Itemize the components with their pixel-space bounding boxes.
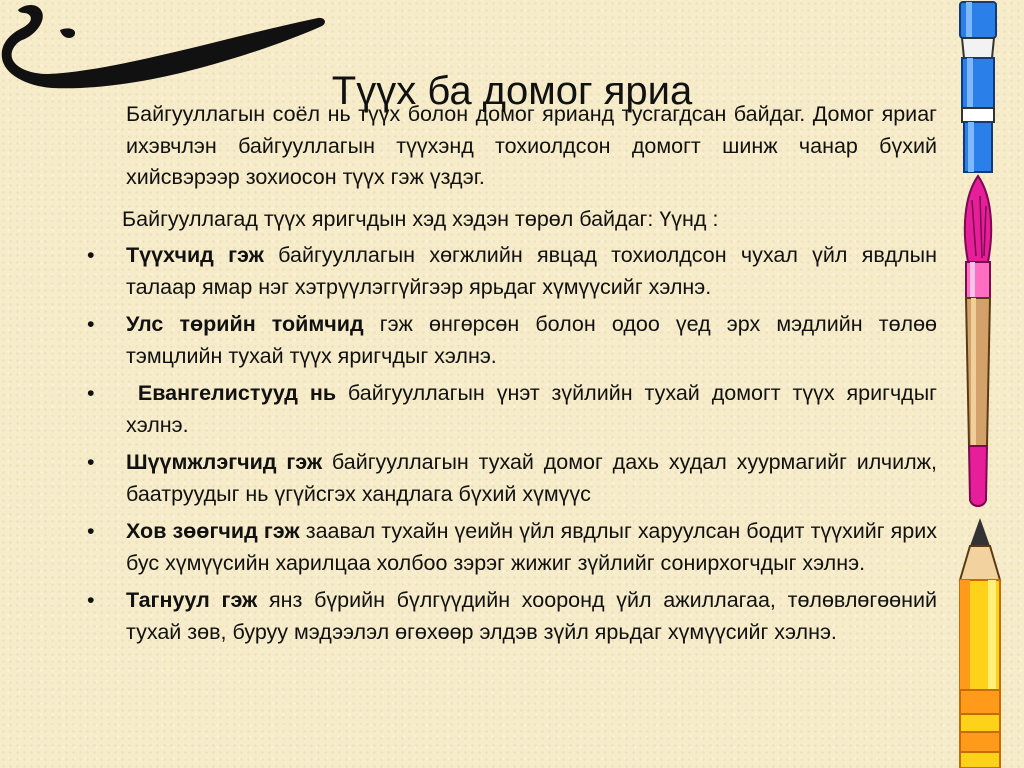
types-intro-paragraph: Байгууллагад түүх яригчдын хэд хэдэн төрөл байдаг: Үүнд : [122,206,719,231]
bullet-text: байгууллагын үнэт зүйлийн тухай домогт түүх яригчдыг хэлнэ. [126,381,937,437]
bullet-term: Евангелистууд нь [137,381,337,405]
list-item [83,309,937,372]
page-title: Түүх ба домог яриа [331,68,693,113]
bullet-text: байгууллагын тухай домог дахь худал хуурмагийг илчилж, баатруудыг нь үгүйсгэх хандлага бүхий хүмүүс [126,450,937,506]
list-item [83,516,937,579]
paintbrush-icon [965,176,991,506]
slide-body [83,99,937,654]
bullet-icon: • [87,312,95,336]
bullet-term: Хов зөөгчид гэж [126,519,300,543]
bullet-icon: • [87,519,95,543]
marker-icon [960,2,996,172]
art-tools-decoration [952,0,1012,768]
bullet-term: Түүхчид гэж [126,243,264,267]
list-item [83,378,937,441]
bullet-icon: • [87,588,95,612]
bullet-icon: • [87,243,95,267]
bullet-icon: • [87,450,95,474]
bullet-term: Шүүмжлэгчид гэж [126,450,323,474]
bullet-term: Тагнуул гэж [126,588,258,612]
list-item [83,447,937,510]
intro-paragraph: Байгууллагын соёл нь түүх болон домог ярианд тусгагдсан байдаг. Домог яриаг ихэвчлэн байгууллагын түүхэнд тохиолдсон домогт шинж чанар бүхий хийсвэрээр зохиосон түүх гэж үздэг. [126,102,937,189]
bullet-text: гэж өнгөрсөн болон одоо үед эрх мэдлийн төлөө тэмцлийн тухай түүх яригчдыг хэлнэ. [126,312,937,368]
bullet-text: байгууллагын хөгжлийн явцад тохиолдсон чухал үйл явдлын талаар ямар нэг хэтрүүлэггүйгээр ярьдаг хүмүүсийг хэлнэ. [126,243,937,299]
list-item [83,240,937,303]
pencil-icon [960,518,1000,768]
bullet-icon: • [87,381,95,405]
bullet-text: заавал тухайн үеийн үйл явдлыг харуулсан бодит түүхийг ярих бус хүмүүсийн харилцаа холбоо зэрэг жижиг зүйлийг сонирхогчдыг хэлнэ. [126,519,937,575]
bullet-term: Улс төрийн тоймчид [126,312,364,336]
bullet-text: янз бүрийн бүлгүүдийн хооронд үйл ажиллагаа, төлөвлөгөөний тухай зөв, буруу мэдээлэл өгөхөөр элдэв зүйл ярьдаг хүмүүсийг хэлнэ. [126,588,938,644]
list-item [83,585,937,648]
